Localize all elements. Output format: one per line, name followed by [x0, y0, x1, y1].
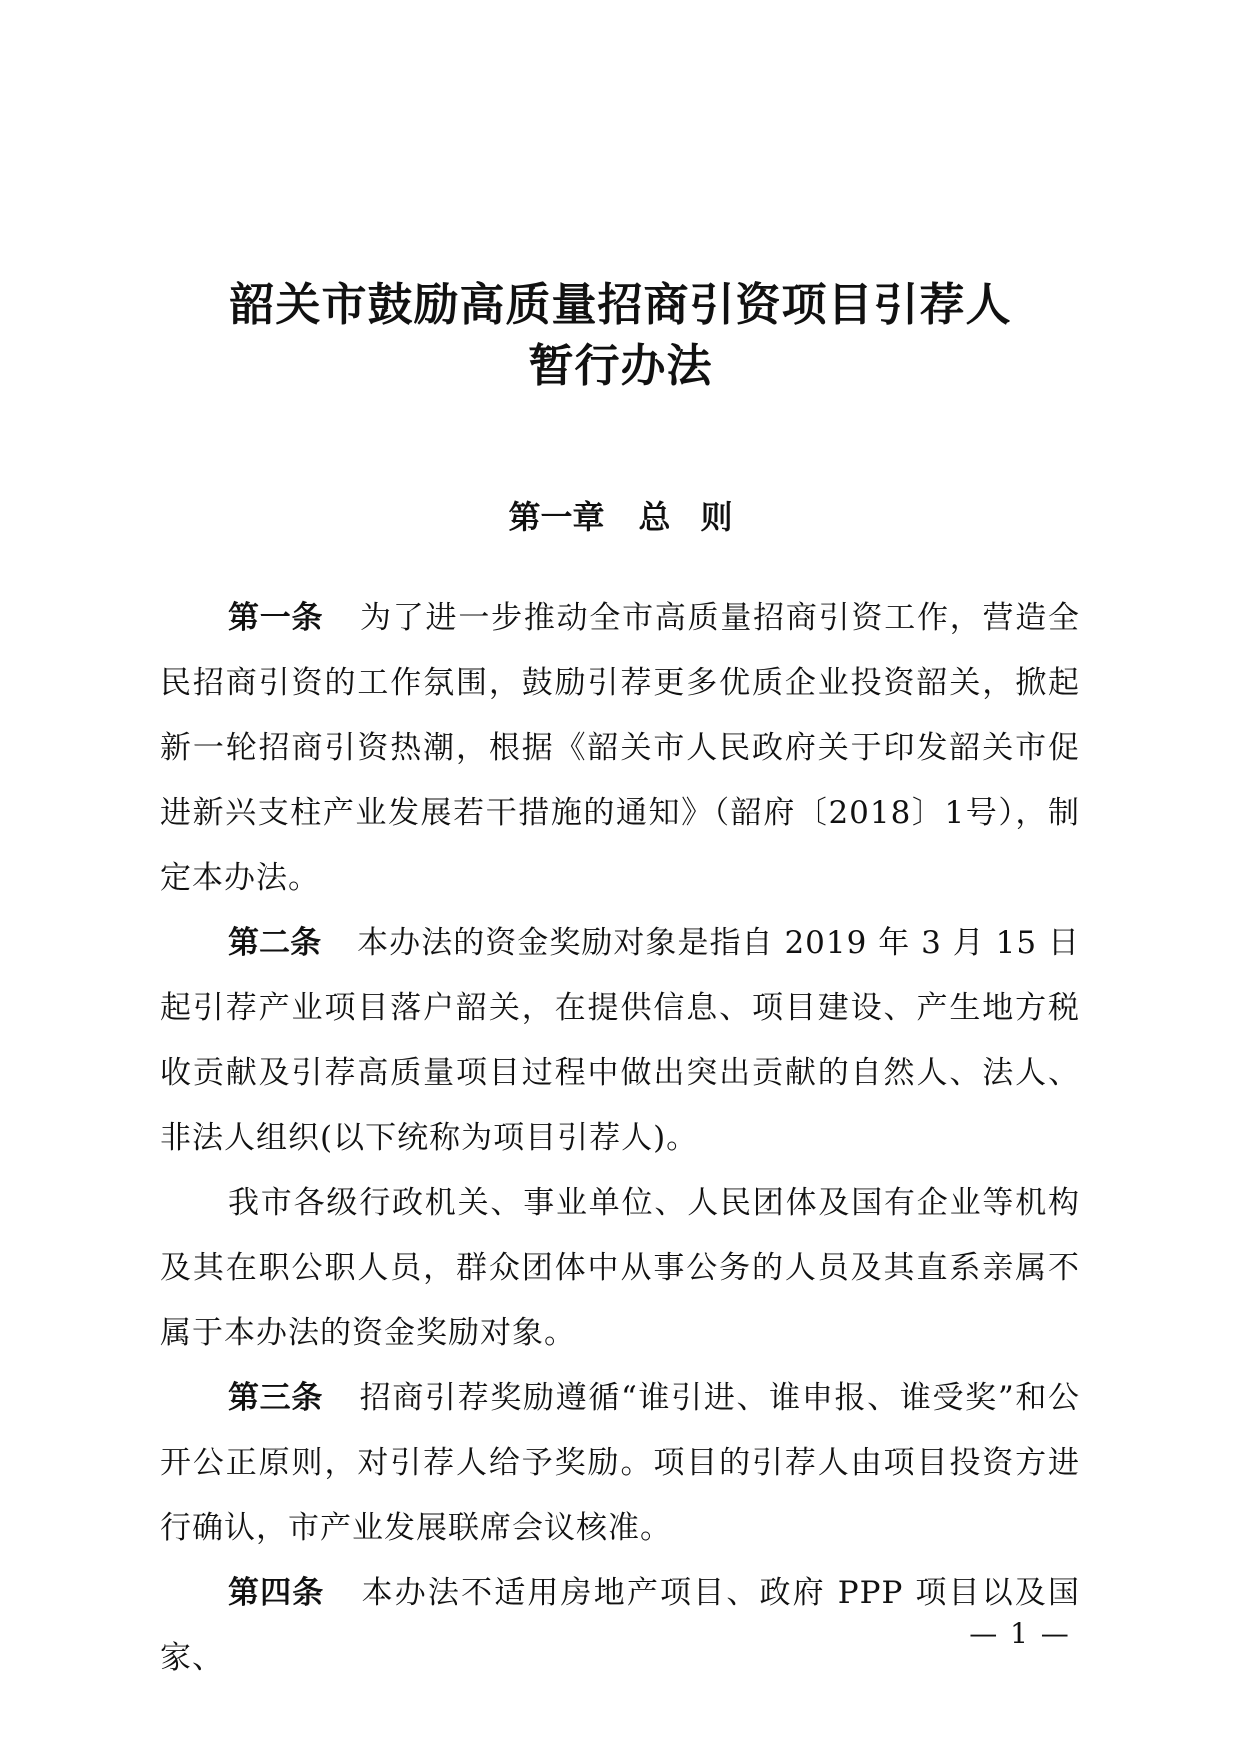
article-2-extra-paragraph: 我市各级行政机关、事业单位、人民团体及国有企业等机构及其在职公职人员，群众团体中从事公务的人员及其直系亲属不属于本办法的资金奖励对象。 [160, 1185, 1080, 1351]
chapter-name-part-1: 总 [638, 498, 671, 536]
chapter-number: 第一章 [508, 498, 605, 536]
document-title-line-1: 韶关市鼓励高质量招商引资项目引荐人 [229, 278, 1012, 331]
document-title-line-2: 暂行办法 [528, 339, 713, 392]
page-number: — 1 — [969, 1617, 1071, 1650]
article-4-text: 本办法不适用房地产项目、政府 PPP 项目以及国家、 [160, 1575, 1081, 1676]
document-body [160, 586, 1080, 1691]
article-1-label: 第一条 [228, 600, 324, 636]
chapter-name-part-2: 则 [700, 498, 733, 536]
article-4-label: 第四条 [228, 1575, 325, 1611]
article-4 [160, 1561, 1080, 1691]
article-2-label: 第二条 [228, 925, 322, 961]
article-3 [160, 1366, 1080, 1561]
article-3-text: 招商引荐奖励遵循“谁引进、谁申报、谁受奖”和公开公正原则，对引荐人给予奖励。项目的引荐人由项目投资方进行确认，市产业发展联席会议核准。 [160, 1380, 1080, 1546]
article-1 [160, 586, 1080, 911]
article-1-text: 为了进一步推动全市高质量招商引资工作，营造全民招商引资的工作氛围，鼓励引荐更多优质企业投资韶关，掀起新一轮招商引资热潮，根据《韶关市人民政府关于印发韶关市促进新兴支柱产业发展若干措施的通知》（韶府〔2018〕1号），制定本办法。 [160, 600, 1080, 896]
article-2-text: 本办法的资金奖励对象是指自 2019 年 3 月 15 日起引荐产业项目落户韶关，在提供信息、项目建设、产生地方税收贡献及引荐高质量项目过程中做出突出贡献的自然人、法人、非法人组织(以下统称为项目引荐人)。 [160, 925, 1081, 1156]
chapter-heading [0, 497, 1241, 537]
article-2 [160, 911, 1080, 1171]
article-3-label: 第三条 [228, 1380, 323, 1416]
